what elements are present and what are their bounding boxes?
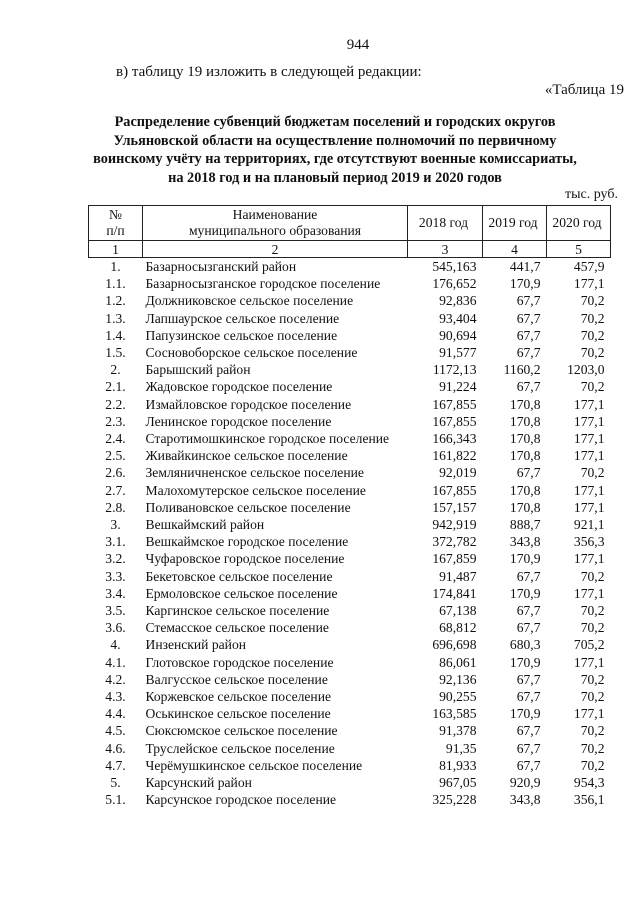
value-2020: 177,1 — [573, 654, 605, 670]
row-number: 3.6. — [105, 620, 126, 636]
municipality-name: Земляничненское сельское поселение — [145, 465, 364, 481]
value-2019: 67,7 — [516, 293, 541, 309]
row-number: 2.8. — [105, 499, 126, 515]
header-num-line1: № — [109, 207, 122, 222]
value-2018: 167,855 — [432, 482, 477, 498]
municipality-name: Труслейское сельское поселение — [145, 740, 335, 756]
column-number: 4 — [483, 241, 547, 258]
value-2020: 70,2 — [580, 293, 605, 309]
value-2020: 70,2 — [580, 671, 605, 687]
municipality-name: Вешкаймское городское поселение — [145, 534, 349, 550]
value-2019: 170,9 — [509, 706, 541, 722]
table-row — [89, 378, 611, 395]
header-num — [89, 206, 143, 241]
value-2018: 163,585 — [432, 706, 477, 722]
value-2018: 372,782 — [432, 534, 477, 550]
municipality-name: Живайкинское сельское поселение — [145, 448, 348, 464]
value-2019: 170,8 — [509, 448, 541, 464]
municipality-name: Измайловское городское поселение — [145, 396, 352, 412]
value-2019: 67,7 — [516, 568, 541, 584]
value-2018: 157,157 — [432, 499, 477, 515]
header-2018: 2018 год — [408, 206, 483, 241]
value-2020: 70,2 — [580, 379, 605, 395]
value-2020: 954,3 — [573, 775, 605, 791]
table-row — [89, 464, 611, 481]
municipality-name: Ленинское городское поселение — [145, 413, 332, 429]
municipality-name: Вешкаймский район — [145, 517, 265, 533]
value-2020: 457,9 — [573, 259, 605, 274]
table-row — [89, 396, 611, 413]
municipality-name: Бекетовское сельское поселение — [145, 568, 333, 584]
value-2018: 325,228 — [432, 792, 477, 808]
value-2018: 1172,13 — [432, 362, 477, 378]
value-2018: 92,019 — [439, 465, 477, 481]
value-2018: 91,35 — [445, 740, 477, 756]
municipality-name: Чуфаровское городское поселение — [145, 551, 345, 567]
municipality-name: Поливановское сельское поселение — [145, 499, 351, 515]
row-number: 5.1. — [105, 792, 126, 808]
table-row — [89, 413, 611, 430]
municipality-name: Сюксюмское сельское поселение — [145, 723, 338, 739]
municipality-name: Жадовское городское поселение — [145, 379, 333, 395]
value-2019: 1160,2 — [503, 362, 541, 378]
value-2020: 177,1 — [573, 448, 605, 464]
municipality-name: Малохомутерское сельское поселение — [145, 482, 366, 498]
table-row — [89, 602, 611, 619]
value-2018: 176,652 — [432, 276, 477, 292]
row-number: 1. — [110, 259, 121, 274]
row-number: 2.4. — [105, 431, 126, 447]
table-row — [89, 636, 611, 653]
table-row — [89, 292, 611, 309]
value-2018: 942,919 — [432, 517, 477, 533]
value-2020: 70,2 — [580, 465, 605, 481]
row-number: 3.4. — [105, 585, 126, 601]
value-2019: 67,7 — [516, 740, 541, 756]
municipality-name: Карсунское городское поселение — [145, 792, 337, 808]
municipality-name: Должниковское сельское поселение — [145, 293, 354, 309]
table-row — [89, 740, 611, 757]
value-2018: 81,933 — [439, 757, 477, 773]
row-number: 4.2. — [105, 671, 126, 687]
value-2018: 545,163 — [432, 259, 477, 274]
header-name-line1: Наименование — [232, 207, 318, 222]
value-2019: 67,7 — [516, 671, 541, 687]
value-2019: 920,9 — [509, 775, 541, 791]
table-row — [89, 430, 611, 447]
row-number: 3.1. — [105, 534, 126, 550]
value-2019: 343,8 — [509, 792, 541, 808]
column-number: 5 — [547, 241, 611, 258]
value-2018: 93,404 — [439, 310, 477, 326]
value-2020: 70,2 — [580, 345, 605, 361]
value-2019: 170,9 — [509, 551, 541, 567]
municipality-name: Каргинское сельское поселение — [145, 603, 330, 619]
row-number: 1.5. — [105, 345, 126, 361]
table-row — [89, 568, 611, 585]
column-number: 3 — [408, 241, 483, 258]
municipality-name: Базарносызганское городское поселение — [145, 276, 381, 292]
page-number: 944 — [346, 37, 370, 53]
row-number: 1.1. — [105, 276, 126, 292]
row-number: 3.5. — [105, 603, 126, 619]
row-number: 4.5. — [105, 723, 126, 739]
row-number: 2.3. — [105, 413, 126, 429]
row-number: 4.4. — [105, 706, 126, 722]
row-number: 4.1. — [105, 654, 126, 670]
value-2018: 967,05 — [439, 775, 477, 791]
table-row — [89, 499, 611, 516]
value-2018: 167,855 — [432, 413, 477, 429]
value-2019: 67,7 — [516, 310, 541, 326]
value-2019: 67,7 — [516, 757, 541, 773]
table-row — [89, 791, 611, 808]
table-row — [89, 722, 611, 739]
value-2018: 86,061 — [439, 654, 477, 670]
value-2019: 888,7 — [509, 517, 541, 533]
municipality-name: Валгусское сельское поселение — [145, 671, 328, 687]
row-number: 2.2. — [105, 396, 126, 412]
row-number: 3. — [110, 517, 121, 533]
value-2019: 680,3 — [509, 637, 541, 653]
municipality-name: Папузинское сельское поселение — [145, 327, 338, 343]
value-2020: 177,1 — [573, 585, 605, 601]
table-row — [89, 275, 611, 292]
value-2019: 170,8 — [509, 396, 541, 412]
header-name-line2: муниципального образования — [188, 223, 362, 238]
value-2020: 70,2 — [580, 689, 605, 705]
value-2020: 70,2 — [580, 568, 605, 584]
table-row — [89, 550, 611, 567]
table-row — [89, 482, 611, 499]
value-2020: 356,3 — [573, 534, 605, 550]
value-2018: 167,855 — [432, 396, 477, 412]
value-2019: 170,8 — [509, 431, 541, 447]
units-label: тыс. руб. — [565, 187, 618, 202]
row-number: 4.6. — [105, 740, 126, 756]
value-2020: 70,2 — [580, 757, 605, 773]
municipality-name: Старотимошкинское городское поселение — [145, 431, 390, 447]
value-2019: 67,7 — [516, 327, 541, 343]
row-number: 2.1. — [105, 379, 126, 395]
table-row — [89, 585, 611, 602]
value-2019: 67,7 — [516, 723, 541, 739]
value-2018: 90,255 — [439, 689, 477, 705]
value-2019: 67,7 — [516, 689, 541, 705]
row-number: 1.2. — [105, 293, 126, 309]
value-2019: 67,7 — [516, 345, 541, 361]
municipality-name: Инзенский район — [145, 637, 247, 653]
table-row — [89, 258, 611, 276]
value-2020: 70,2 — [580, 740, 605, 756]
table-row — [89, 533, 611, 550]
row-number: 5. — [110, 775, 121, 791]
table-row — [89, 757, 611, 774]
value-2018: 92,836 — [439, 293, 477, 309]
header-row — [89, 206, 611, 241]
municipality-name: Глотовское городское поселение — [145, 654, 334, 670]
table-row — [89, 310, 611, 327]
value-2020: 177,1 — [573, 276, 605, 292]
value-2020: 177,1 — [573, 431, 605, 447]
value-2020: 70,2 — [580, 620, 605, 636]
value-2020: 1203,0 — [567, 362, 605, 378]
header-2019: 2019 год — [483, 206, 547, 241]
value-2018: 90,694 — [439, 327, 477, 343]
value-2020: 921,1 — [573, 517, 605, 533]
row-number: 1.3. — [105, 310, 126, 326]
value-2018: 167,859 — [432, 551, 477, 567]
value-2019: 170,9 — [509, 585, 541, 601]
value-2018: 161,822 — [432, 448, 477, 464]
value-2020: 177,1 — [573, 482, 605, 498]
value-2019: 170,9 — [509, 276, 541, 292]
value-2020: 177,1 — [573, 396, 605, 412]
row-number: 4.7. — [105, 757, 126, 773]
municipality-name: Лапшаурское сельское поселение — [145, 310, 340, 326]
value-2020: 70,2 — [580, 327, 605, 343]
table-row — [89, 654, 611, 671]
value-2019: 67,7 — [516, 379, 541, 395]
column-number: 1 — [89, 241, 143, 258]
table-row — [89, 671, 611, 688]
municipality-name: Барышский район — [145, 362, 251, 378]
municipality-name: Сосновоборское сельское поселение — [145, 345, 358, 361]
value-2018: 91,487 — [439, 568, 477, 584]
value-2018: 91,224 — [439, 379, 477, 395]
subvention-table — [88, 205, 611, 809]
value-2020: 177,1 — [573, 706, 605, 722]
municipality-name: Коржевское сельское поселение — [145, 689, 332, 705]
municipality-name: Стемасское сельское поселение — [145, 620, 329, 636]
value-2019: 67,7 — [516, 620, 541, 636]
value-2020: 177,1 — [573, 413, 605, 429]
value-2020: 356,1 — [573, 792, 605, 808]
municipality-name: Оськинское сельское поселение — [145, 706, 331, 722]
table-row — [89, 344, 611, 361]
table-row — [89, 619, 611, 636]
column-number-row — [89, 241, 611, 258]
row-number: 1.4. — [105, 327, 126, 343]
header-num-line2: п/п — [106, 223, 125, 238]
row-number: 2.7. — [105, 482, 126, 498]
table-row — [89, 516, 611, 533]
table-label: «Таблица 19 — [544, 82, 624, 98]
intro-text: в) таблицу 19 изложить в следующей редакции: — [116, 64, 422, 80]
municipality-name: Карсунский район — [145, 775, 252, 791]
value-2018: 67,138 — [439, 603, 477, 619]
row-number: 2.5. — [105, 448, 126, 464]
row-number: 4.3. — [105, 689, 126, 705]
row-number: 3.2. — [105, 551, 126, 567]
value-2018: 174,841 — [432, 585, 477, 601]
value-2020: 70,2 — [580, 723, 605, 739]
value-2020: 70,2 — [580, 310, 605, 326]
row-number: 2. — [110, 362, 121, 378]
row-number: 2.6. — [105, 465, 126, 481]
value-2018: 91,378 — [439, 723, 477, 739]
value-2019: 170,8 — [509, 482, 541, 498]
value-2020: 705,2 — [573, 637, 605, 653]
table-row — [89, 327, 611, 344]
row-number: 3.3. — [105, 568, 126, 584]
value-2019: 170,8 — [509, 499, 541, 515]
table-row — [89, 688, 611, 705]
value-2018: 92,136 — [439, 671, 477, 687]
header-2020: 2020 год — [547, 206, 611, 241]
value-2020: 177,1 — [573, 499, 605, 515]
value-2018: 696,698 — [432, 637, 477, 653]
table-title: Распределение субвенций бюджетам поселений и городских округов Ульяновской области на осуществление полномочий по первичному воинскому учёту на территориях, где отсутствуют военные комиссариаты, на 2018 год и на плановый период 2019 и 2020 годов — [93, 114, 577, 186]
header-name — [143, 206, 408, 241]
table-row — [89, 774, 611, 791]
value-2019: 67,7 — [516, 603, 541, 619]
value-2019: 67,7 — [516, 465, 541, 481]
municipality-name: Ермоловское сельское поселение — [145, 585, 338, 601]
value-2018: 91,577 — [439, 345, 477, 361]
value-2019: 441,7 — [509, 259, 541, 274]
column-number: 2 — [143, 241, 408, 258]
value-2020: 177,1 — [573, 551, 605, 567]
table-row — [89, 447, 611, 464]
value-2018: 166,343 — [432, 431, 477, 447]
value-2020: 70,2 — [580, 603, 605, 619]
value-2018: 68,812 — [439, 620, 477, 636]
table-row — [89, 705, 611, 722]
table-row — [89, 361, 611, 378]
value-2019: 343,8 — [509, 534, 541, 550]
row-number: 4. — [110, 637, 121, 653]
municipality-name: Базарносызганский район — [145, 259, 297, 274]
value-2019: 170,9 — [509, 654, 541, 670]
value-2019: 170,8 — [509, 413, 541, 429]
municipality-name: Черёмушкинское сельское поселение — [145, 757, 363, 773]
